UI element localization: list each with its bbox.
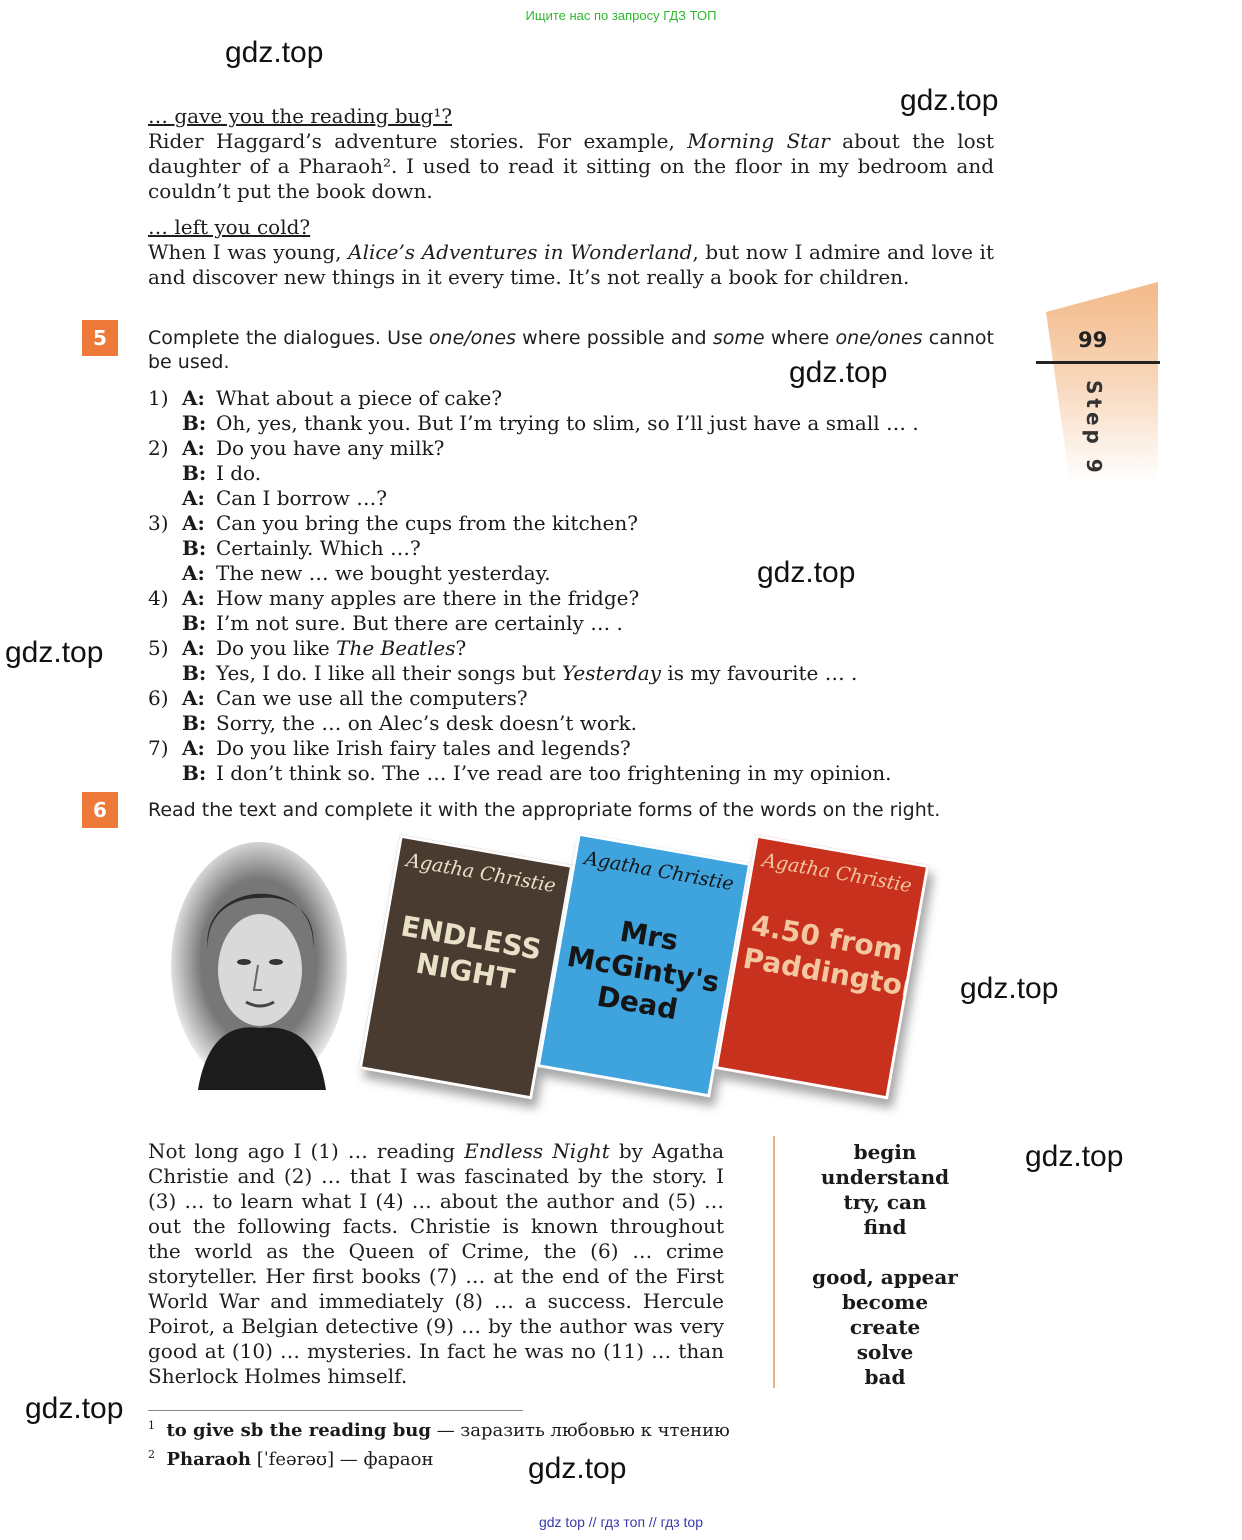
book-author: Agatha Christie [582, 847, 736, 896]
author-portrait [168, 840, 350, 1092]
speaker-label: A: [182, 736, 205, 760]
watermark: gdz.top [25, 1392, 124, 1425]
dialogue-text: How many apples are there in the fridge? [216, 586, 640, 610]
dialogue-number: 2) [148, 436, 169, 460]
dialogue-line [148, 411, 1018, 436]
dialogue-line [148, 511, 1018, 536]
dialogue-text: I do. [216, 461, 262, 485]
speaker-label: A: [182, 561, 205, 585]
speaker-label: A: [182, 586, 205, 610]
dialogue-number [148, 661, 182, 686]
dialogue-text: Can you bring the cups from the kitchen? [216, 511, 638, 535]
book-author: Agatha Christie [404, 849, 558, 898]
dialogue-number [148, 561, 182, 586]
word-item: become [841, 1290, 929, 1314]
dialogue-text: Sorry, the … on Alec’s desk doesn’t work. [216, 711, 637, 735]
dialogue-line [148, 486, 1018, 511]
reading-section [148, 104, 994, 290]
dialogue-number: 7) [148, 736, 169, 760]
book-title: ENDLESS NIGHT [398, 909, 544, 997]
exercise-instruction: Read the text and complete it with the appropriate forms of the words on the right. [148, 799, 941, 821]
watermark: gdz.top [789, 356, 888, 389]
dialogue-text: I’m not sure. But there are certainly … . [216, 611, 623, 635]
book-title: Mrs McGinty's Dead [564, 914, 722, 1027]
speaker-label: A: [182, 436, 205, 460]
dialogue-text: Certainly. Which …? [216, 536, 421, 560]
footnote-rule [148, 1410, 523, 1411]
dialogue-line [148, 461, 1018, 486]
top-banner[interactable]: Ищите нас по запросу ГДЗ ТОП [525, 8, 717, 23]
answer-paragraph: Rider Haggard’s adventure stories. For example, Morning Star about the lost daughter of a Pharaoh². I used to read it sitting on the floor in my bedroom and couldn’t put the book down. [148, 129, 994, 203]
dialogue-line [148, 736, 1018, 761]
speaker-label: B: [182, 611, 207, 635]
word-item: begin [853, 1140, 917, 1164]
exercise-number-badge: 6 [82, 792, 118, 828]
dialogue-list [148, 386, 1018, 786]
dialogue-line [148, 436, 1018, 461]
dialogue-number [148, 461, 182, 486]
watermark: gdz.top [900, 84, 999, 117]
book-title: 4.50 from Paddington [740, 908, 925, 1006]
speaker-label: A: [182, 511, 205, 535]
word-item: bad [864, 1365, 906, 1389]
speaker-label: B: [182, 761, 207, 785]
speaker-label: A: [182, 686, 205, 710]
speaker-label: A: [182, 386, 205, 410]
speaker-label: A: [182, 636, 205, 660]
watermark: gdz.top [757, 556, 856, 589]
speaker-label: B: [182, 461, 207, 485]
watermark: gdz.top [5, 636, 104, 669]
question-heading: … left you cold? [148, 215, 311, 239]
dialogue-number [148, 761, 182, 786]
dialogue-number [148, 611, 182, 636]
dialogue-line [148, 386, 1018, 411]
speaker-label: B: [182, 711, 207, 735]
dialogue-line [148, 661, 1018, 686]
watermark: gdz.top [528, 1452, 627, 1485]
dialogue-number [148, 536, 182, 561]
dialogue-line [148, 686, 1018, 711]
dialogue-text: I don’t think so. The … I’ve read are too frightening in my opinion. [216, 761, 892, 785]
dialogue-number: 6) [148, 686, 169, 710]
answer-paragraph: When I was young, Alice’s Adventures in Wonderland, but now I admire and love it and discover new things in it every time. It’s not really a book for children. [148, 240, 994, 289]
dialogue-line [148, 711, 1018, 736]
gap-fill-text: Not long ago I (1) … reading Endless Night by Agatha Christie and (2) … that I was fascinated by the story. I (3) … to learn what I (4) … about the author and (5) … out the following facts. Christie is known throughout the world as the Queen of Crime, the (6) … crime storyteller. Her first books (7) … at the end of the First World War and immediately (8) … a success. Hercule Poirot, a Belgian detective (9) … by the author was very good at (10) … mysteries. In fact he was no (11) … than Sherlock Holmes himself. [148, 1139, 725, 1388]
column-divider [773, 1136, 775, 1388]
word-item: understand [820, 1165, 950, 1189]
footnotes [148, 1414, 730, 1472]
speaker-label: B: [182, 661, 207, 685]
word-item: try, can [843, 1190, 927, 1214]
watermark: gdz.top [960, 972, 1059, 1005]
dialogue-text: Can we use all the computers? [216, 686, 528, 710]
dialogue-line [148, 536, 1018, 561]
dialogue-text: Oh, yes, thank you. But I’m trying to slim, so I’ll just have a small … . [216, 411, 919, 435]
question-heading: … gave you the reading bug¹? [148, 104, 453, 128]
exercise-number-badge: 5 [82, 320, 118, 356]
dialogue-line [148, 636, 1018, 661]
footnote: $^2$ Pharaoh [ˈfeərəʊ] — фараон [148, 1448, 434, 1470]
speaker-label: B: [182, 411, 207, 435]
speaker-label: B: [182, 536, 207, 560]
dialogue-number: 4) [148, 586, 169, 610]
dialogue-text: Yes, I do. I like all their songs but Yesterday is my favourite … . [216, 661, 858, 685]
dialogue-text: The new … we bought yesterday. [216, 561, 551, 585]
dialogue-number: 5) [148, 636, 169, 660]
dialogue-text: Do you like Irish fairy tales and legends? [216, 736, 631, 760]
exercise-instruction: Complete the dialogues. Use one/ones where possible and some where one/ones cannot be used. [148, 327, 994, 373]
word-item: solve [856, 1340, 914, 1364]
dialogue-text: What about a piece of cake? [216, 386, 503, 410]
step-label: Step 9 [1082, 380, 1106, 477]
word-item: create [849, 1315, 921, 1339]
word-item [790, 1240, 980, 1265]
word-item: good, appear [812, 1265, 958, 1289]
dialogue-text: Do you like The Beatles? [216, 636, 467, 660]
word-item: find [863, 1215, 907, 1239]
dialogue-text: Can I borrow …? [216, 486, 387, 510]
page-number: 99 [1078, 328, 1108, 352]
bottom-links[interactable]: gdz top // гдз топ // гдз top [538, 1514, 704, 1530]
speaker-label: A: [182, 486, 205, 510]
dialogue-number: 1) [148, 386, 169, 410]
dialogue-line [148, 611, 1018, 636]
footnote: $^1$ to give sb the reading bug — заразить любовью к чтению [148, 1419, 730, 1441]
book-author: Agatha Christie [760, 849, 914, 898]
dialogue-line [148, 561, 1018, 586]
watermark: gdz.top [1025, 1140, 1124, 1173]
watermark: gdz.top [225, 36, 324, 69]
dialogue-number [148, 411, 182, 436]
dialogue-number [148, 486, 182, 511]
dialogue-line [148, 586, 1018, 611]
dialogue-number [148, 711, 182, 736]
dialogue-line [148, 761, 1018, 786]
dialogue-text: Do you have any milk? [216, 436, 445, 460]
word-list [790, 1140, 980, 1390]
dialogue-number: 3) [148, 511, 169, 535]
